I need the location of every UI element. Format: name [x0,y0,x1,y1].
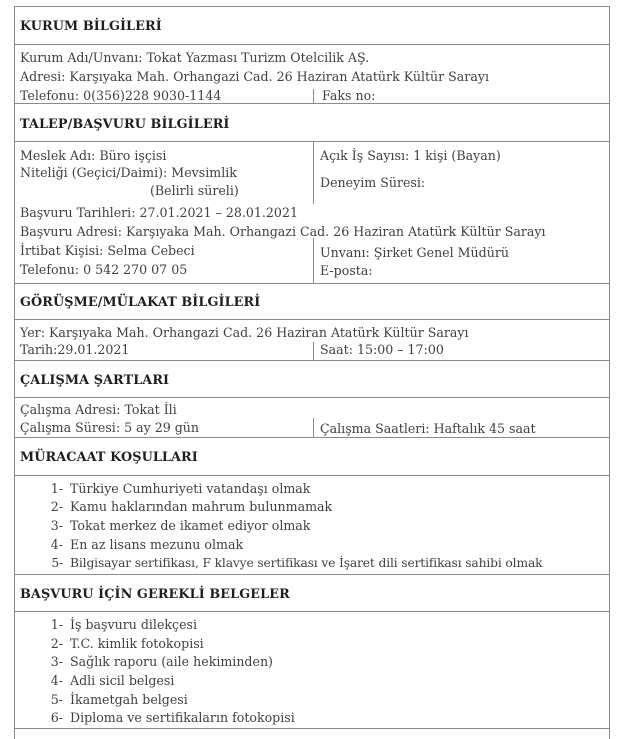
list-item: 2- T.C. kimlik fotokopisi [50,636,204,651]
talep-meslek: Meslek Adı: Büro işçisi [20,148,167,163]
section-title-calisma: ÇALIŞMA ŞARTLARI [20,373,170,388]
talep-tarihler: Başvuru Tarihleri: 27.01.2021 – 28.01.2021 [20,205,298,220]
talep-irtibat: İrtibat Kişisi: Selma Cebeci [20,243,195,258]
talep-niteligi: Niteliği (Geçici/Daimi): Mevsimlik [20,165,237,180]
rule-top [14,6,610,7]
rule-kurum-end [14,103,610,104]
rule-gorusme-end [14,360,610,361]
divider-calisma-saatleri [313,418,314,437]
section-title-kurum: KURUM BİLGİLERİ [20,19,162,34]
list-item: 2- Kamu haklarından mahrum bulunmamak [50,499,333,514]
kurum-adres: Adresi: Karşıyaka Mah. Orhangazi Cad. 26 Haziran Atatürk Kültür Sarayı [20,69,489,84]
section-title-talep: TALEP/BAŞVURU BİLGİLERİ [20,117,230,132]
rule-muracaat-header [14,475,610,476]
rule-kurum-header [14,44,610,45]
talep-acik-is: Açık İş Sayısı: 1 kişi (Bayan) [320,148,501,163]
gorusme-saat: Saat: 15:00 – 17:00 [320,342,444,357]
list-item: 4- Adli sicil belgesi [50,673,175,688]
talep-niteligi-2: (Belirli süreli) [150,183,239,198]
rule-calisma-end [14,437,610,438]
divider-saat [313,342,314,360]
kurum-adi: Kurum Adı/Unvanı: Tokat Yazması Turizm Otelcilik AŞ. [20,50,370,65]
list-item: 5- Bilgisayar sertifikası, F klavye sertifikası ve İşaret dili sertifikası sahibi olmak [51,556,543,570]
calisma-sure: Çalışma Süresi: 5 ay 29 gün [20,420,200,435]
kurum-faks: Faks no: [322,88,376,103]
section-title-belgeler: BAŞVURU İÇİN GEREKLİ BELGELER [20,587,290,602]
table-left-border [14,6,15,739]
gorusme-yer: Yer: Karşıyaka Mah. Orhangazi Cad. 26 Haziran Atatürk Kültür Sarayı [20,325,469,340]
talep-unvan: Unvanı: Şirket Genel Müdürü [320,245,509,260]
list-item: 5- İkametgah belgesi [50,692,188,707]
list-item: 6- Diploma ve sertifikaların fotokopisi [50,710,295,725]
divider-talep-top [313,141,314,204]
divider-talep-bottom [313,238,314,283]
calisma-saatleri: Çalışma Saatleri: Haftalık 45 saat [320,421,536,436]
gorusme-tarih: Tarih:29.01.2021 [20,342,130,357]
section-title-gorusme: GÖRÜŞME/MÜLAKAT BİLGİLERİ [20,295,261,310]
rule-talep-header [14,141,610,142]
section-title-muracaat: MÜRACAAT KOŞULLARI [20,450,198,465]
rule-belgeler-header [14,611,610,612]
list-item: 3- Sağlık raporu (aile hekiminden) [50,654,273,669]
rule-calisma-header [14,397,610,398]
rule-gorusme-header [14,319,610,320]
calisma-adres: Çalışma Adresi: Tokat İli [20,402,177,417]
divider-faks [313,89,314,103]
talep-adres: Başvuru Adresi: Karşıyaka Mah. Orhangazi Cad. 26 Haziran Atatürk Kültür Sarayı [20,224,546,239]
list-item: 4- En az lisans mezunu olmak [50,537,244,552]
rule-talep-end [14,283,610,284]
list-item: 3- Tokat merkez de ikamet ediyor olmak [50,518,311,533]
list-item: 1- İş başvuru dilekçesi [50,617,198,632]
kurum-telefon: Telefonu: 0(356)228 9030-1144 [20,88,222,103]
talep-eposta: E-posta: [320,263,373,278]
talep-telefon: Telefonu: 0 542 270 07 05 [20,262,188,277]
rule-belgeler-end [14,728,610,729]
rule-muracaat-end [14,574,610,575]
talep-deneyim: Deneyim Süresi: [320,175,426,190]
list-item: 1- Türkiye Cumhuriyeti vatandaşı olmak [50,481,311,496]
table-right-border [609,6,610,739]
